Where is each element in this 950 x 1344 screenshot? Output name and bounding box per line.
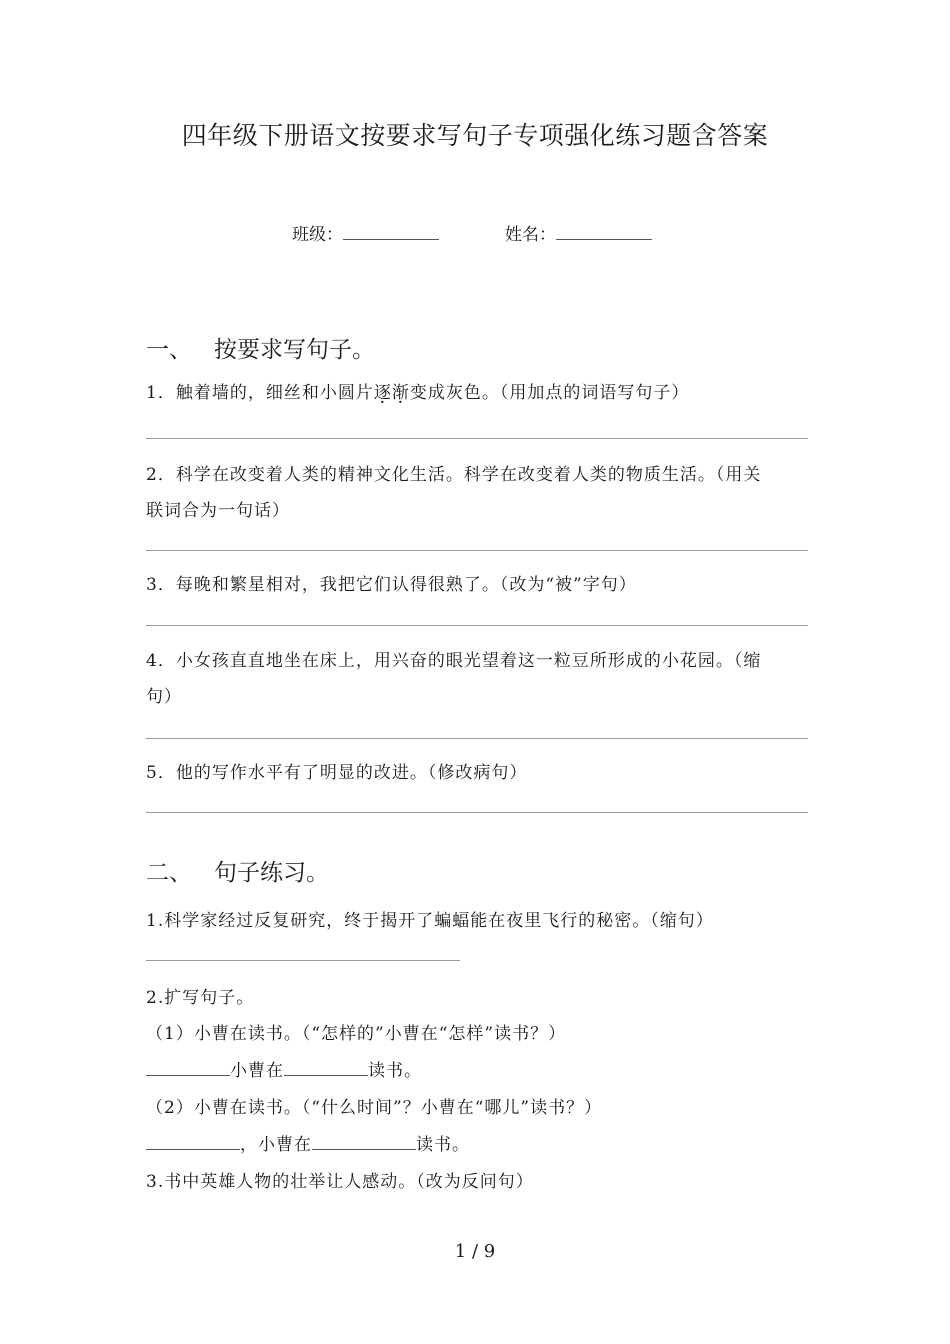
- s2-q2-1-end-text: 读书。: [368, 1061, 422, 1081]
- s2-question-1: 1.科学家经过反复研究，终于揭开了蝙蝠能在夜里飞行的秘密。（缩句）: [146, 911, 714, 931]
- s1-question-4-line-1: 4．小女孩直直地坐在床上，用兴奋的眼光望着这一粒豆所形成的小花园。（缩: [146, 651, 762, 671]
- s2-q2-1-blank-2[interactable]: [284, 1061, 368, 1076]
- section-1-heading: [146, 331, 375, 364]
- class-field: [292, 220, 439, 245]
- s2-q2-2-fill-line: [146, 1130, 470, 1155]
- class-blank[interactable]: [343, 225, 439, 240]
- s1-question-4-line-2: 句）: [146, 687, 182, 707]
- s1-question-1: [146, 378, 689, 403]
- document-title: 四年级下册语文按要求写句子专项强化练习题含答案: [181, 121, 769, 150]
- s1-question-3: 3．每晚和繁星相对，我把它们认得很熟了。（改为“被”字句）: [146, 575, 637, 595]
- page-number: 1 / 9: [454, 1241, 496, 1262]
- section-1-number: 一、: [146, 337, 192, 363]
- name-field: [505, 220, 652, 245]
- s2-question-2-2: （2）小曹在读书。（“什么时间”？小曹在“哪儿”读书？）: [146, 1098, 603, 1118]
- s1-q4-answer-line[interactable]: [146, 738, 808, 739]
- s2-q2-1-blank-1[interactable]: [146, 1061, 230, 1076]
- s1-q1-dotted-char-2: 渐: [391, 383, 410, 403]
- s1-q3-answer-line[interactable]: [146, 625, 808, 626]
- s1-q1-dotted-char-1: 逐: [373, 383, 392, 403]
- s1-q2-answer-line[interactable]: [146, 550, 808, 551]
- s2-question-3: 3.书中英雄人物的壮举让人感动。（改为反问句）: [146, 1172, 534, 1192]
- s1-question-2-line-2: 联词合为一句话）: [146, 501, 290, 521]
- s2-question-2-1: （1）小曹在读书。（“怎样的”小曹在“怎样”读书？）: [146, 1024, 567, 1044]
- class-label: 班级：: [292, 225, 343, 245]
- s1-question-2-line-1: 2．科学在改变着人类的精神文化生活。科学在改变着人类的物质生活。（用关: [146, 465, 762, 485]
- s1-q1-answer-line[interactable]: [146, 438, 808, 439]
- section-2-number: 二、: [146, 860, 192, 886]
- name-blank[interactable]: [556, 225, 652, 240]
- s1-q5-answer-line[interactable]: [146, 812, 808, 813]
- s2-q1-answer-line[interactable]: [146, 960, 460, 961]
- s2-q2-1-mid-text: 小曹在: [230, 1061, 284, 1081]
- s2-q2-2-mid-text: ，小曹在: [240, 1135, 312, 1155]
- s1-question-5: 5．他的写作水平有了明显的改进。（修改病句）: [146, 763, 528, 783]
- s2-q2-2-blank-1[interactable]: [146, 1135, 240, 1150]
- name-label: 姓名：: [505, 225, 556, 245]
- section-2-title: 句子练习。: [214, 860, 329, 886]
- s2-question-2: 2.扩写句子。: [146, 988, 255, 1008]
- s2-q2-1-fill-line: [146, 1056, 422, 1081]
- s1-q1-text-post: 变成灰色。（用加点的词语写句子）: [409, 383, 690, 403]
- s1-q1-text-pre: 1．触着墙的，细丝和小圆片: [146, 383, 374, 403]
- section-1-title: 按要求写句子。: [214, 337, 375, 363]
- s2-q2-2-blank-2[interactable]: [312, 1135, 416, 1150]
- section-2-heading: [146, 854, 329, 887]
- s2-q2-2-end-text: 读书。: [416, 1135, 470, 1155]
